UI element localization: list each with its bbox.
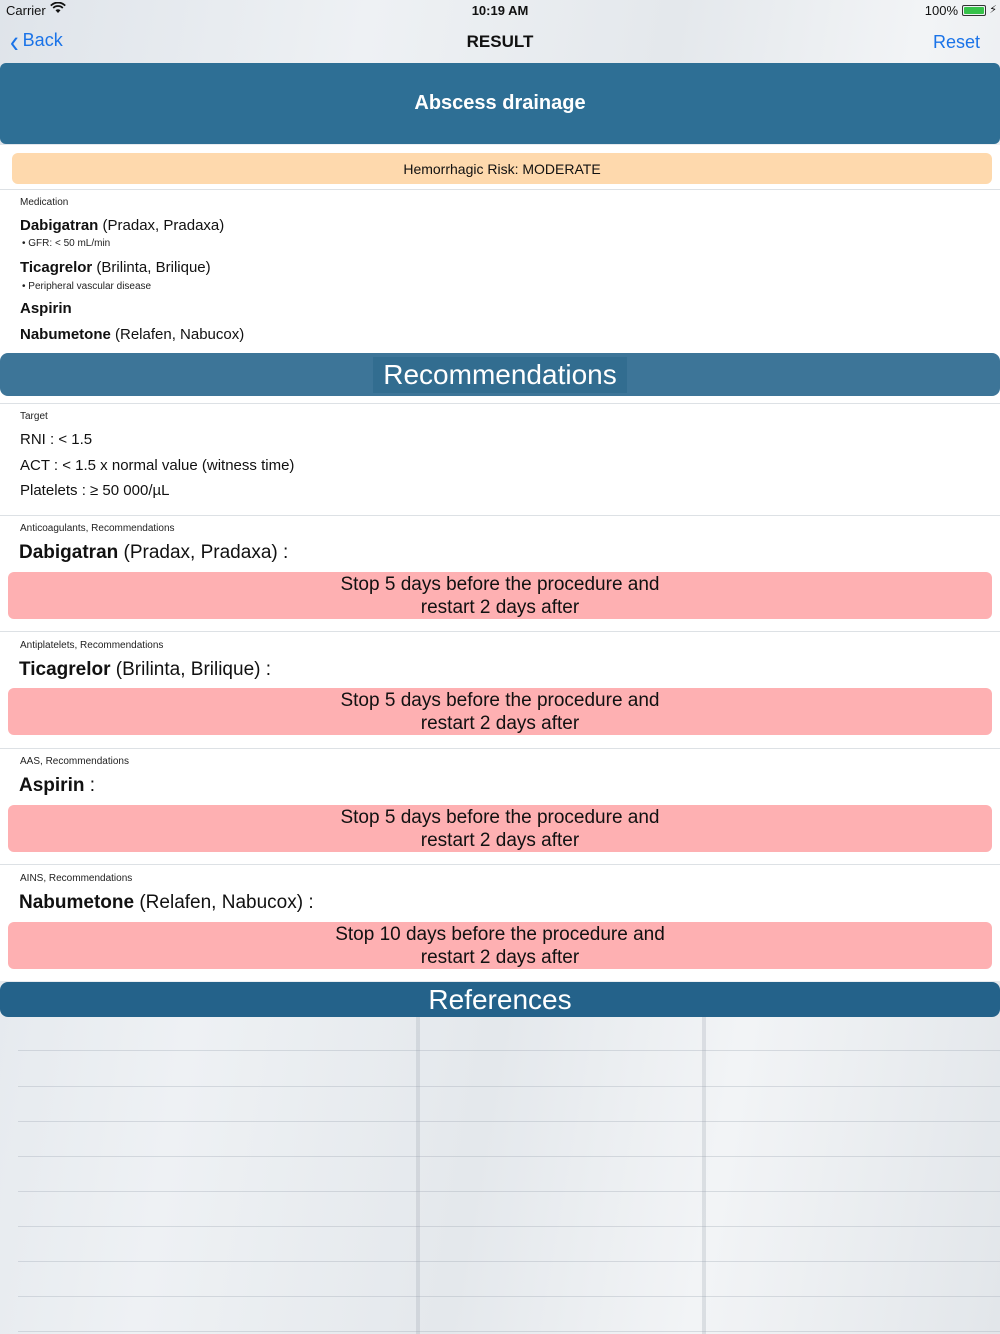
recommendation-drug	[19, 542, 288, 564]
recommendation-text-line: Stop 5 days before the procedure and	[340, 689, 660, 711]
battery-percentage: 100%	[924, 3, 958, 18]
recommendation-category: AAS, Recommendations	[20, 756, 129, 767]
recommendation-drug	[19, 775, 95, 797]
background-line	[18, 1191, 1000, 1192]
divider	[0, 864, 1000, 865]
medication-brands: (Brilinta, Brilique)	[92, 259, 211, 276]
carrier-label: Carrier	[6, 3, 46, 18]
target-platelets: Platelets : ≥ 50 000/µL	[20, 482, 170, 499]
recommendation-box	[8, 805, 992, 852]
references-title: References	[428, 983, 572, 1015]
medication-name: Dabigatran	[20, 217, 99, 234]
medication-note: • GFR: < 50 mL/min	[22, 238, 111, 249]
background-line	[18, 1261, 1000, 1262]
back-label: Back	[22, 30, 63, 50]
recommendations-header	[0, 353, 1000, 396]
recommendation-box	[8, 688, 992, 735]
recommendation-drug	[19, 659, 271, 681]
recommendation-category: AINS, Recommendations	[20, 873, 133, 884]
divider	[0, 631, 1000, 632]
drug-brands: (Brilinta, Brilique) :	[110, 659, 272, 680]
medication-item	[20, 326, 244, 343]
background-line	[18, 1050, 1000, 1051]
recommendation-drug	[19, 892, 314, 914]
recommendation-text-line: Stop 5 days before the procedure and	[340, 806, 660, 828]
background-line	[18, 1226, 1000, 1227]
medication-brands: (Relafen, Nabucox)	[110, 326, 245, 343]
drug-brands: (Pradax, Pradaxa) :	[118, 542, 289, 563]
medication-brands: (Pradax, Pradaxa)	[98, 217, 225, 234]
recommendation-category: Anticoagulants, Recommendations	[20, 523, 175, 534]
drug-name: Dabigatran	[19, 542, 119, 563]
divider	[0, 748, 1000, 749]
status-bar	[0, 0, 1000, 22]
background-line	[18, 1156, 1000, 1157]
recommendation-box	[8, 922, 992, 969]
background-line	[18, 1086, 1000, 1087]
navigation-bar	[0, 22, 1000, 62]
clock: 10:19 AM	[471, 3, 529, 18]
divider	[0, 515, 1000, 516]
battery-icon	[962, 5, 986, 16]
medication-item	[20, 217, 224, 234]
divider	[0, 403, 1000, 404]
medication-name: Aspirin	[20, 300, 72, 317]
medication-label: Medication	[20, 197, 69, 208]
target-label: Target	[20, 411, 48, 422]
medication-name: Nabumetone	[20, 326, 111, 343]
medication-item	[20, 259, 211, 276]
recommendation-text-line: Stop 5 days before the procedure and	[340, 573, 660, 595]
medication-note: • Peripheral vascular disease	[22, 281, 152, 292]
recommendation-text-line: restart 2 days after	[420, 712, 580, 734]
drug-brands: (Relafen, Nabucox) :	[134, 892, 314, 913]
drug-name: Ticagrelor	[19, 659, 111, 680]
procedure-header: Abscess drainage	[0, 63, 1000, 144]
background-line	[18, 1331, 1000, 1332]
background-streak	[416, 1015, 420, 1334]
recommendation-category: Antiplatelets, Recommendations	[20, 640, 164, 651]
drug-name: Nabumetone	[19, 892, 135, 913]
recommendation-box	[8, 572, 992, 619]
recommendation-text-line: Stop 10 days before the procedure and	[335, 923, 665, 945]
recommendation-text-line: restart 2 days after	[420, 829, 580, 851]
target-rni: RNI : < 1.5	[20, 431, 93, 448]
background-line	[18, 1121, 1000, 1122]
page-title: RESULT	[466, 32, 534, 51]
target-act: ACT : < 1.5 x normal value (witness time)	[20, 457, 295, 474]
background-line	[18, 1296, 1000, 1297]
medication-name: Ticagrelor	[20, 259, 93, 276]
recommendation-text-line: restart 2 days after	[420, 596, 580, 618]
divider	[0, 189, 1000, 190]
background-streak	[702, 1015, 706, 1334]
reset-button[interactable]: Reset	[932, 32, 980, 52]
drug-name: Aspirin	[19, 775, 85, 796]
recommendation-text-line: restart 2 days after	[420, 946, 580, 968]
medication-item	[20, 300, 72, 317]
charging-icon: ⚡	[989, 4, 997, 16]
recommendations-title: Recommendations	[373, 357, 626, 393]
risk-badge: Hemorrhagic Risk: MODERATE	[12, 153, 992, 184]
drug-brands: :	[84, 775, 96, 796]
chevron-left-icon: ‹	[10, 22, 19, 59]
references-header[interactable]	[0, 982, 1000, 1017]
